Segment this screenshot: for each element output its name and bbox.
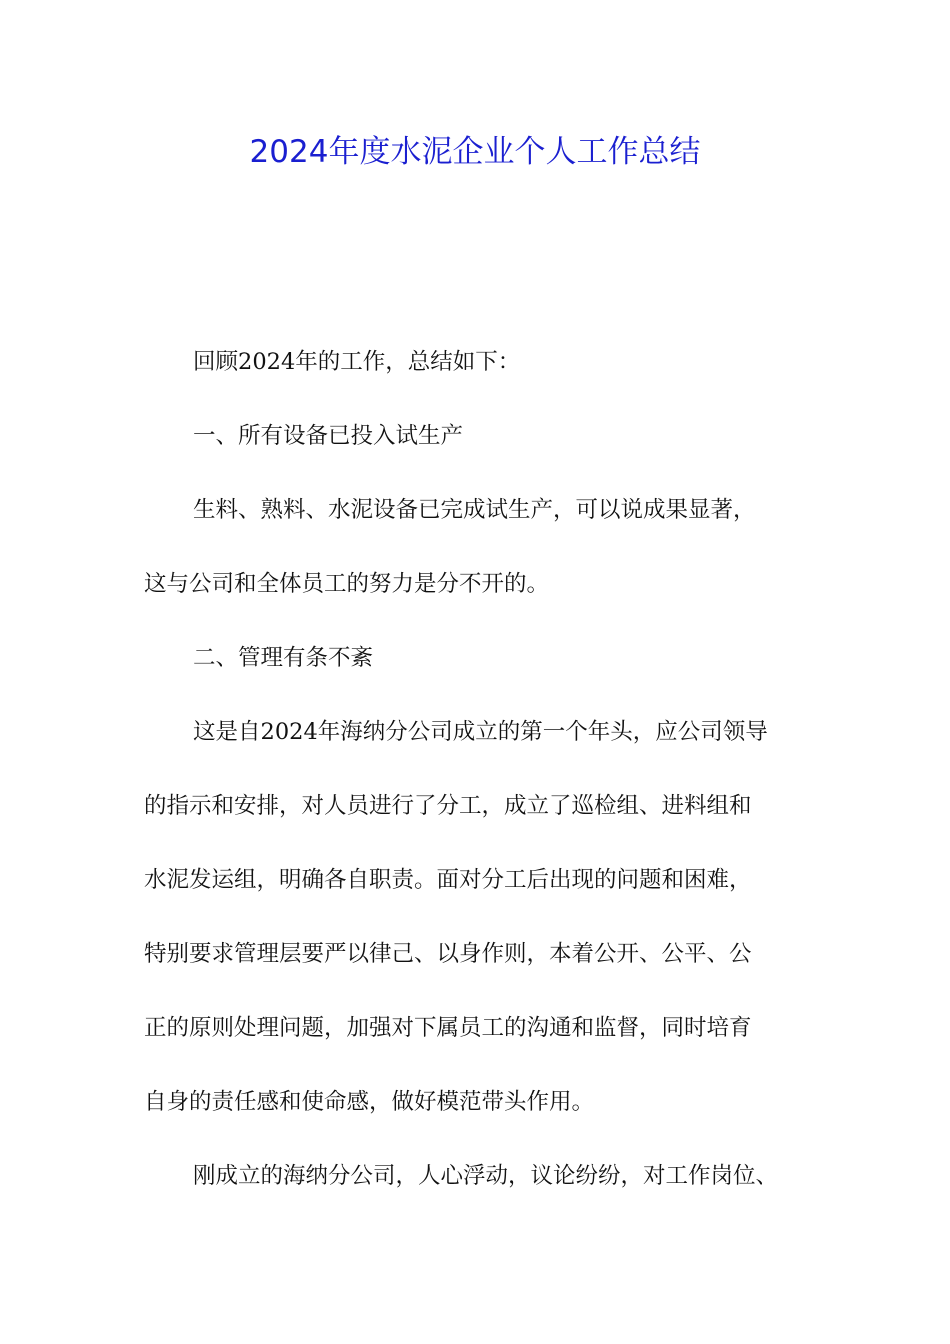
section-heading <box>144 412 806 460</box>
document-body <box>144 338 806 1226</box>
text-line: 刚成立的海纳分公司，人心浮动，议论纷纷，对工作岗位、 <box>193 1163 779 1189</box>
text-line: 回顾2024年的工作，总结如下： <box>193 349 521 375</box>
paragraph <box>144 1152 806 1200</box>
document-title: 2024年度水泥企业个人工作总结 <box>249 134 701 170</box>
section-heading <box>144 634 806 682</box>
text-line: 自身的责任感和使命感，做好模范带头作用。 <box>144 1089 595 1115</box>
paragraph <box>144 708 806 1126</box>
text-line: 一、所有设备已投入试生产 <box>193 423 464 449</box>
text-line: 水泥发运组，明确各自职责。面对分工后出现的问题和困难， <box>144 867 752 893</box>
text-line: 特别要求管理层要严以律己、以身作则，本着公开、公平、公 <box>144 941 752 967</box>
text-line: 正的原则处理问题，加强对下属员工的沟通和监督，同时培育 <box>144 1015 752 1041</box>
text-line: 这与公司和全体员工的努力是分不开的。 <box>144 571 550 597</box>
paragraph <box>144 486 806 608</box>
text-line: 这是自2024年海纳分公司成立的第一个年头，应公司领导 <box>193 719 768 745</box>
text-line: 的指示和安排，对人员进行了分工，成立了巡检组、进料组和 <box>144 793 752 819</box>
paragraph <box>144 338 806 386</box>
text-line: 生料、熟料、水泥设备已完成试生产，可以说成果显著， <box>193 497 756 523</box>
text-line: 二、管理有条不紊 <box>193 645 374 671</box>
